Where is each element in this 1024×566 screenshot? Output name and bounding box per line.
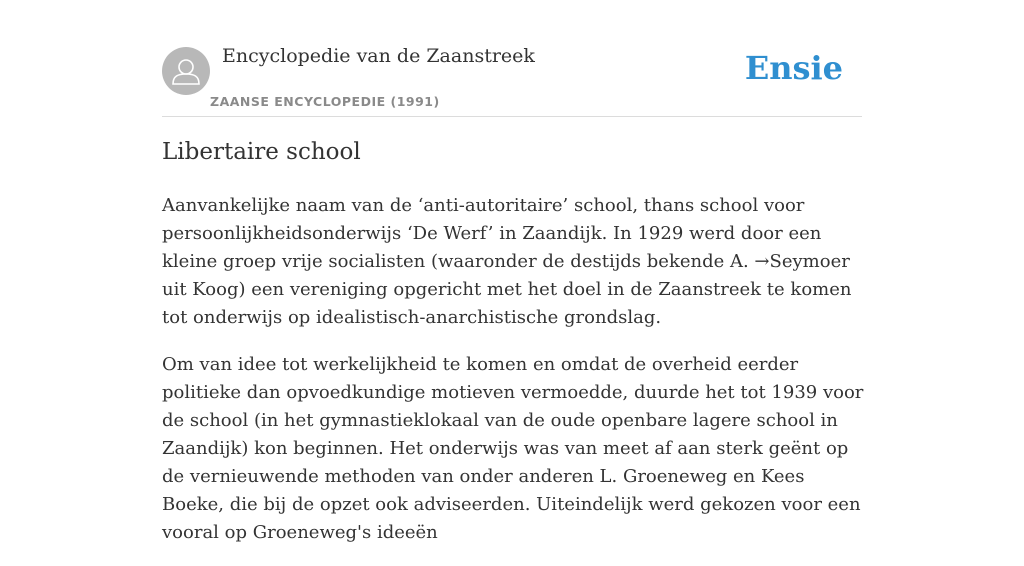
- article-body: [162, 192, 867, 566]
- source-avatar[interactable]: [162, 47, 210, 95]
- article-paragraph: Om van idee tot werkelijkheid te komen en omdat de overheid eerder politieke dan opvoedkundige motieven vermoedde, duurde het tot 1939 voor de school (in het gymnastieklokaal van de oude openbare lagere school in Zaandijk) kon beginnen. Het onderwijs was van meet af aan sterk geënt op de vernieuwende methoden van onder anderen L. Groeneweg en Kees Boeke, die bij de opzet ook adviseerden. Uiteindelijk werd gekozen voor een vooral op Groeneweg's ideeën: [162, 354, 864, 543]
- user-silhouette-icon: [162, 47, 210, 95]
- article-paragraph: Aanvankelijke naam van de ‘anti-autoritaire’ school, thans school voor persoonlijkheidsonderwijs ‘De Werf’ in Zaandijk. In 1929 werd door een kleine groep vrije socialisten (waaronder de destijds bekende A. →Seymoer uit Koog) een vereniging opgericht met het doel in de Zaanstreek te komen tot onderwijs op idealistisch-anarchistische grondslag.: [162, 195, 852, 328]
- source-subtitle: ZAANSE ENCYCLOPEDIE (1991): [210, 94, 440, 109]
- header: [162, 0, 862, 117]
- article-title: Libertaire school: [162, 139, 361, 165]
- page-container: [162, 0, 864, 543]
- ensie-logo[interactable]: Ensie: [744, 49, 843, 87]
- source-title[interactable]: Encyclopedie van de Zaanstreek: [222, 45, 535, 67]
